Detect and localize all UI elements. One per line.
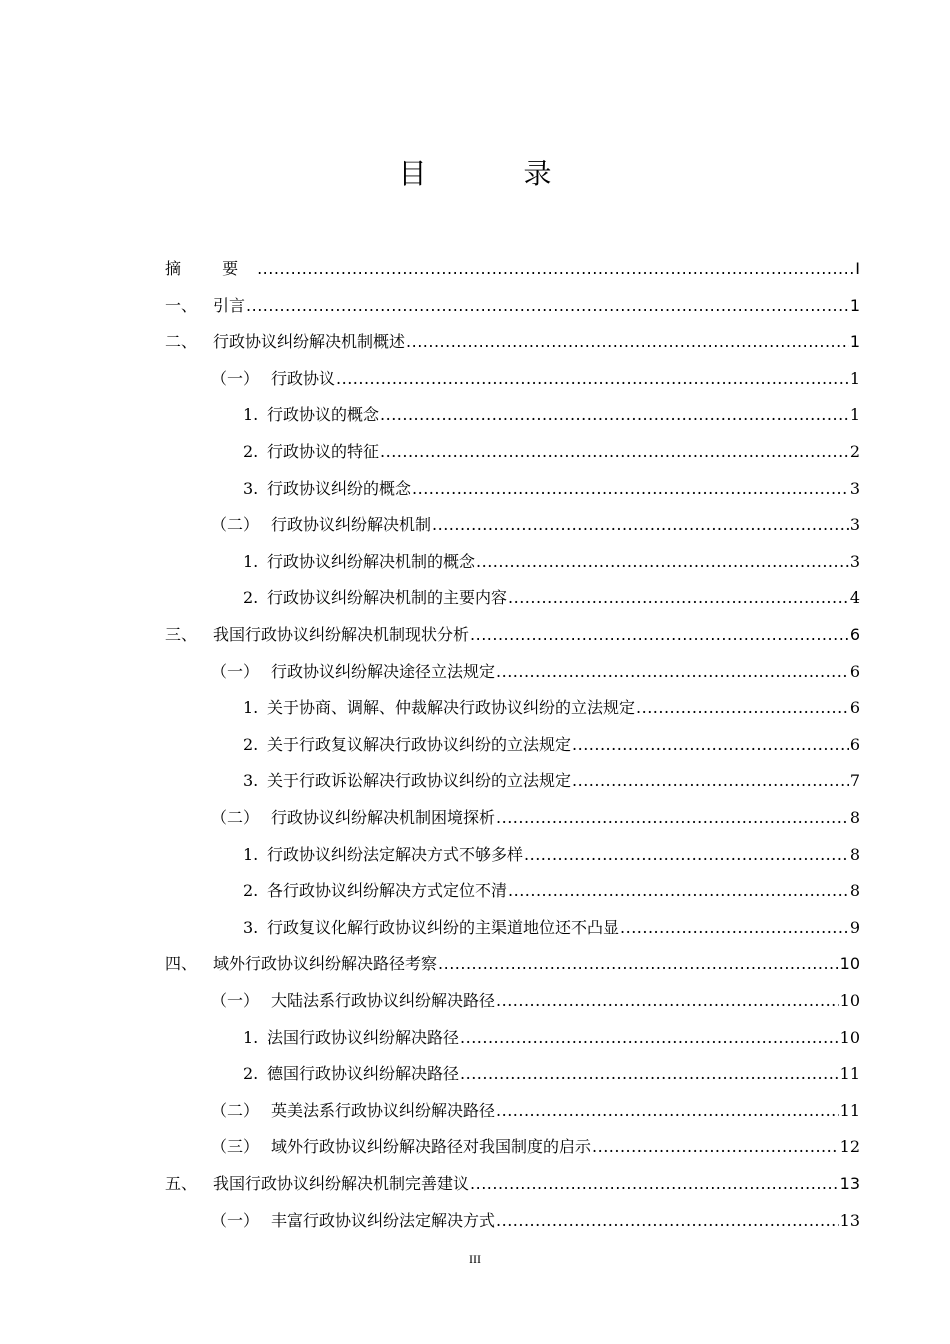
toc-entry-title: 丰富行政协议纠纷法定解决方式	[271, 1210, 496, 1230]
toc-dot-leader	[572, 735, 849, 754]
toc-entry[interactable]	[165, 878, 860, 904]
toc-entry-page: 10	[839, 991, 860, 1010]
toc-entry-number: （一）	[211, 661, 260, 681]
toc-entry-page: 8	[849, 881, 860, 901]
toc-entry-title: 关于行政诉讼解决行政协议纠纷的立法规定	[267, 771, 572, 791]
toc-entry-number: （三）	[211, 1137, 260, 1157]
toc-entry-number: 五、	[165, 1174, 198, 1193]
toc-entry-number: 1.	[243, 551, 259, 571]
toc-entry-title: 行政协议	[271, 368, 336, 388]
toc-entry-page: 8	[849, 844, 860, 864]
toc-entry-number: （一）	[211, 1210, 260, 1230]
toc-entry-title: 摘 要	[165, 259, 257, 278]
toc-entry[interactable]	[165, 293, 860, 319]
toc-entry-title: 大陆法系行政协议纠纷解决路径	[271, 991, 496, 1010]
toc-entry-number: （二）	[211, 515, 260, 535]
toc-entry[interactable]	[165, 512, 860, 538]
toc-entry-title: 行政协议纠纷解决途径立法规定	[271, 661, 496, 681]
toc-entry-number: 二、	[165, 332, 198, 352]
toc-entry-page: 11	[839, 1064, 860, 1084]
toc-dot-leader	[496, 991, 839, 1010]
toc-entry[interactable]	[165, 366, 860, 392]
toc-entry[interactable]	[165, 476, 860, 502]
toc-entry[interactable]	[165, 439, 860, 465]
toc-dot-leader	[460, 1028, 839, 1047]
toc-dot-leader	[246, 296, 849, 315]
toc-entry-page: 9	[849, 917, 860, 937]
toc-entry-page: 3	[849, 515, 860, 535]
toc-entry-number: （一）	[211, 991, 260, 1010]
toc-entry-number: （一）	[211, 368, 260, 388]
toc-entry-title: 行政协议纠纷法定解决方式不够多样	[267, 844, 524, 864]
toc-entry[interactable]	[165, 695, 860, 721]
toc-entry-title: 行政复议化解行政协议纠纷的主渠道地位还不凸显	[267, 917, 620, 937]
toc-dot-leader	[438, 954, 839, 973]
toc-entry[interactable]	[165, 988, 860, 1014]
toc-dot-leader	[592, 1137, 839, 1156]
toc-entry[interactable]	[165, 1134, 860, 1160]
toc-dot-leader	[406, 332, 849, 351]
toc-entry-page: 13	[839, 1174, 860, 1193]
toc-entry-page: 2	[849, 442, 860, 461]
toc-entry-title: 我国行政协议纠纷解决机制完善建议	[213, 1174, 470, 1193]
toc-entry-page: 10	[839, 1027, 860, 1047]
toc-entry-title: 引言	[213, 295, 246, 315]
toc-entry-number: 1.	[243, 698, 259, 718]
toc-entry-number: 2.	[243, 588, 259, 608]
toc-dot-leader	[508, 881, 849, 900]
toc-dot-leader	[620, 918, 849, 937]
toc-entry-number: 2.	[243, 1064, 259, 1084]
toc-entry-page: 10	[839, 954, 860, 974]
toc-entry-number: 2.	[243, 442, 259, 461]
toc-entry-number: 1.	[243, 1027, 259, 1047]
toc-entry[interactable]	[165, 915, 860, 941]
toc-entry-title: 行政协议纠纷解决机制	[271, 515, 432, 535]
toc-entry-page: 1	[849, 405, 860, 425]
toc-entry-page: 12	[839, 1137, 860, 1157]
toc-entry-page: 3	[849, 478, 860, 498]
toc-dot-leader	[476, 552, 849, 571]
toc-entry-number: 3.	[243, 478, 259, 498]
toc-entry-page: 11	[839, 1100, 860, 1120]
toc-entry-page: 8	[849, 808, 860, 827]
toc-entry-title: 域外行政协议纠纷解决路径考察	[213, 954, 438, 974]
toc-entry-title: 各行政协议纠纷解决方式定位不清	[267, 881, 508, 901]
toc-entry[interactable]	[165, 1171, 860, 1197]
toc-entry-number: 三、	[165, 625, 198, 644]
toc-dot-leader	[470, 1174, 839, 1193]
toc-entry-page: 7	[849, 771, 860, 791]
toc-entry-page: 6	[849, 661, 860, 681]
toc-entry-title: 英美法系行政协议纠纷解决路径	[271, 1100, 496, 1120]
toc-entry-title: 行政协议纠纷的概念	[267, 478, 412, 498]
toc-entry-title: 行政协议纠纷解决机制的概念	[267, 551, 476, 571]
toc-entry[interactable]	[165, 842, 860, 868]
toc-entry[interactable]	[165, 1061, 860, 1087]
toc-entry-number: （二）	[211, 1100, 260, 1120]
toc-dot-leader	[496, 1211, 839, 1230]
toc-entry-title: 行政协议的概念	[267, 405, 380, 425]
toc-entry-page: 1	[849, 332, 860, 352]
toc-entry-title: 域外行政协议纠纷解决路径对我国制度的启示	[271, 1137, 592, 1157]
toc-entry[interactable]	[165, 329, 860, 355]
toc-entry-page: 3	[849, 551, 860, 571]
toc-dot-leader	[432, 515, 849, 534]
toc-dot-leader	[460, 1064, 839, 1083]
toc-dot-leader	[572, 771, 849, 790]
toc-entry-title: 关于行政复议解决行政协议纠纷的立法规定	[267, 734, 572, 754]
toc-dot-leader	[496, 808, 849, 827]
toc-entry[interactable]	[165, 732, 860, 758]
toc-dot-leader	[524, 845, 849, 864]
toc-entry-number: 2.	[243, 881, 259, 901]
toc-entry-page: 1	[849, 368, 860, 388]
toc-entry[interactable]	[165, 951, 860, 977]
toc-entry-title: 行政协议纠纷解决机制困境探析	[271, 808, 496, 827]
toc-entry-page: 6	[849, 698, 860, 718]
toc-dot-leader	[380, 405, 849, 424]
toc-dot-leader	[412, 479, 849, 498]
toc-dot-leader	[380, 442, 849, 461]
toc-entry-title: 行政协议纠纷解决机制的主要内容	[267, 588, 508, 608]
toc-entry-page: 1	[849, 295, 860, 315]
toc-entry-number: 1.	[243, 405, 259, 425]
toc-entry-title: 关于协商、调解、仲裁解决行政协议纠纷的立法规定	[267, 698, 636, 718]
page-footer-number: III	[469, 1252, 481, 1266]
toc-entry[interactable]	[165, 1098, 860, 1124]
toc-entry-page: 6	[849, 734, 860, 754]
toc-entry[interactable]	[165, 805, 860, 831]
toc-entry-page: 4	[849, 588, 860, 608]
toc-entry-number: 四、	[165, 954, 198, 974]
toc-entry[interactable]	[165, 768, 860, 794]
toc-entry[interactable]	[165, 622, 860, 648]
toc-entry[interactable]	[165, 1208, 860, 1234]
toc-entry-page: 6	[849, 625, 860, 644]
toc-dot-leader	[470, 625, 849, 644]
toc-entry-number: 1.	[243, 844, 259, 864]
toc-entry-page: I	[855, 259, 860, 278]
toc-entry-title: 行政协议的特征	[267, 442, 380, 461]
toc-entry[interactable]	[165, 1025, 860, 1051]
toc-dot-leader	[508, 588, 849, 607]
toc-dot-leader	[496, 1101, 839, 1120]
toc-entry[interactable]	[165, 549, 860, 575]
toc-entry-number: 2.	[243, 734, 259, 754]
toc-entry-title: 法国行政协议纠纷解决路径	[267, 1027, 460, 1047]
toc-dot-leader	[636, 698, 849, 717]
toc-dot-leader	[257, 259, 854, 278]
toc-entry-number: 3.	[243, 771, 259, 791]
toc-entry-page: 13	[839, 1210, 860, 1230]
toc-entry[interactable]	[165, 256, 860, 282]
toc-dot-leader	[496, 662, 849, 681]
toc-entry-title: 行政协议纠纷解决机制概述	[213, 332, 406, 352]
toc-entry[interactable]	[165, 659, 860, 685]
toc-entry-number: 一、	[165, 295, 198, 315]
toc-entry-number: 3.	[243, 917, 259, 937]
toc-entry[interactable]	[165, 585, 860, 611]
toc-entry-number: （二）	[211, 808, 260, 827]
toc-entry-title: 德国行政协议纠纷解决路径	[267, 1064, 460, 1084]
toc-entry-title: 我国行政协议纠纷解决机制现状分析	[213, 625, 470, 644]
toc-dot-leader	[336, 369, 849, 388]
page-title: 目 录	[398, 157, 596, 190]
toc-entry[interactable]	[165, 402, 860, 428]
